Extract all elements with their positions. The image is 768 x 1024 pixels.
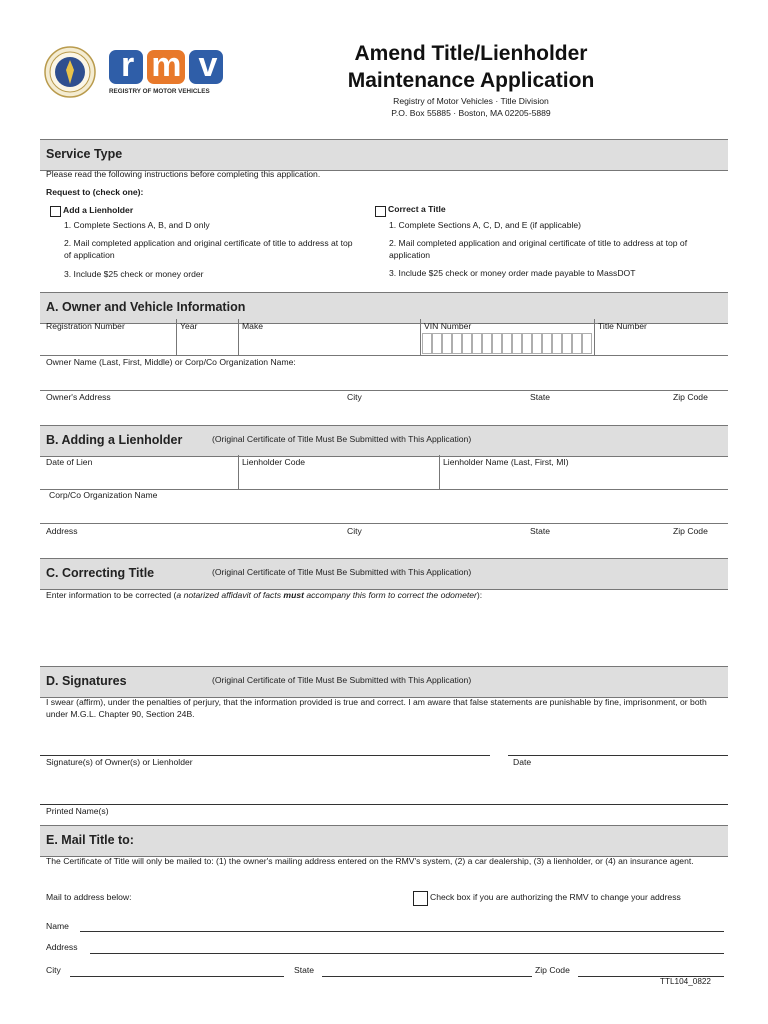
signature-line[interactable] [40,755,490,756]
section-a-header [40,292,728,324]
vin-label: VIN Number [424,321,472,331]
mail-name-label: Name [46,921,69,931]
add-step-1: 1. Complete Sections A, B, and D only [64,220,210,230]
mail-state-label: State [294,965,315,975]
service-type-title: Service Type [46,147,123,161]
logo-text: rmv [121,46,235,84]
vin-char-box[interactable] [523,334,532,354]
mail-name-line[interactable] [80,931,724,932]
date-line[interactable] [508,755,728,756]
lienholder-state-label: State [530,526,551,536]
section-e-title: E. Mail Title to: [46,833,134,847]
vin-boxes[interactable] [422,333,592,354]
section-a-title: A. Owner and Vehicle Information [46,300,246,314]
mail-city-line[interactable] [70,976,284,977]
section-b-title: B. Adding a Lienholder [46,433,183,447]
year-label: Year [180,321,198,331]
correct-step-3: 3. Include $25 check or money order made payable to MassDOT [389,268,636,278]
vin-char-box[interactable] [463,334,472,354]
corp-name-label: Corp/Co Organization Name [49,490,158,500]
add-lienholder-checkbox[interactable] [50,206,61,217]
owner-city-label: City [347,392,362,402]
lienholder-name-label: Lienholder Name (Last, First, MI) [443,457,569,467]
section-d-title: D. Signatures [46,674,127,688]
request-label: Request to (check one): [46,187,144,197]
authorize-address-checkbox[interactable] [413,891,428,906]
authorize-address-label: Check box if you are authorizing the RMV to change your address [430,892,681,902]
vin-char-box[interactable] [443,334,452,354]
section-b-header [40,425,728,457]
rmv-logo [109,46,235,100]
state-seal [44,46,96,98]
correct-title-checkbox[interactable] [375,206,386,217]
make-label: Make [242,321,264,331]
correct-step-2: 2. Mail completed application and original certificate of title to address at top of application [389,238,688,260]
section-e-header [40,825,728,857]
registration-number-label: Registration Number [46,321,125,331]
vin-char-box[interactable] [503,334,512,354]
logo-subtitle: REGISTRY OF MOTOR VEHICLES [109,88,210,95]
mail-address-line[interactable] [90,953,724,954]
page-title-line1: Amend Title/Lienholder [354,42,588,65]
section-c-title: C. Correcting Title [46,566,155,580]
service-intro: Please read the following instructions before completing this application. [46,169,321,179]
add-lienholder-label: Add a Lienholder [63,205,134,215]
date-label: Date [513,757,532,767]
vin-char-box[interactable] [563,334,572,354]
printed-name-label: Printed Name(s) [46,806,109,816]
correct-title-label: Correct a Title [388,204,446,214]
page-title-line2: Maintenance Application [347,69,595,92]
vin-char-box[interactable] [453,334,462,354]
vin-char-box[interactable] [483,334,492,354]
correct-step-1: 1. Complete Sections A, C, D, and E (if applicable) [389,220,582,230]
mail-state-line[interactable] [322,976,532,977]
owner-address-label: Owner's Address [46,392,111,402]
add-step-2: 2. Mail completed application and original certificate of title to address at top of application [64,238,353,260]
address-line1: Registry of Motor Vehicles · Title Division [393,96,549,106]
section-b-note: (Original Certificate of Title Must Be Submitted with This Application) [212,434,472,444]
section-c-note: (Original Certificate of Title Must Be Submitted with This Application) [212,567,472,577]
address-line2: P.O. Box 55885 · Boston, MA 02205-5889 [391,108,551,118]
vin-char-box[interactable] [543,334,552,354]
vin-char-box[interactable] [573,334,582,354]
owner-zip-label: Zip Code [673,392,708,402]
form-code: TTL104_0822 [660,977,711,986]
owner-state-label: State [530,392,551,402]
page-title [300,40,642,119]
lienholder-address-label: Address [46,526,78,536]
vin-char-box[interactable] [473,334,482,354]
lienholder-code-label: Lienholder Code [242,457,306,467]
title-number-label: Title Number [598,321,647,331]
section-c-header [40,558,728,590]
vin-char-box[interactable] [513,334,522,354]
mail-below-label: Mail to address below: [46,892,132,902]
vin-char-box[interactable] [433,334,442,354]
lienholder-city-label: City [347,526,362,536]
add-step-3: 3. Include $25 check or money order [64,269,204,279]
owner-name-label: Owner Name (Last, First, Middle) or Corp/Co Organization Name: [46,357,296,367]
correction-area[interactable] [40,603,728,663]
vin-char-box[interactable] [493,334,502,354]
date-of-lien-label: Date of Lien [46,457,93,467]
section-d-note: (Original Certificate of Title Must Be Submitted with This Application) [212,675,472,685]
printed-name-line[interactable] [40,804,728,805]
section-d-header [40,666,728,698]
vin-char-box[interactable] [533,334,542,354]
correction-instructions: Enter information to be corrected (a notarized affidavit of facts must accompany this form to correct the odometer): [46,590,483,600]
vin-char-box[interactable] [423,334,432,354]
mail-city-label: City [46,965,61,975]
perjury-statement: I swear (affirm), under the penalties of perjury, that the information provided is true and correct. I am aware that false statements are punishable by fine, imprisonment, or both under M.G.L. Chapter 90, Section 24B. [46,697,707,719]
lienholder-zip-label: Zip Code [673,526,708,536]
signature-label: Signature(s) of Owner(s) or Lienholder [46,757,193,767]
vin-char-box[interactable] [553,334,562,354]
vin-char-box[interactable] [583,334,592,354]
mail-policy-text: The Certificate of Title will only be mailed to: (1) the owner's mailing address entered on the RMV's system, (2) a car dealership, (3) a lienholder, or (4) an insurance agent. [46,856,694,866]
mail-address-label: Address [46,942,78,952]
mail-zip-label: Zip Code [535,965,570,975]
service-type-header [40,139,728,171]
